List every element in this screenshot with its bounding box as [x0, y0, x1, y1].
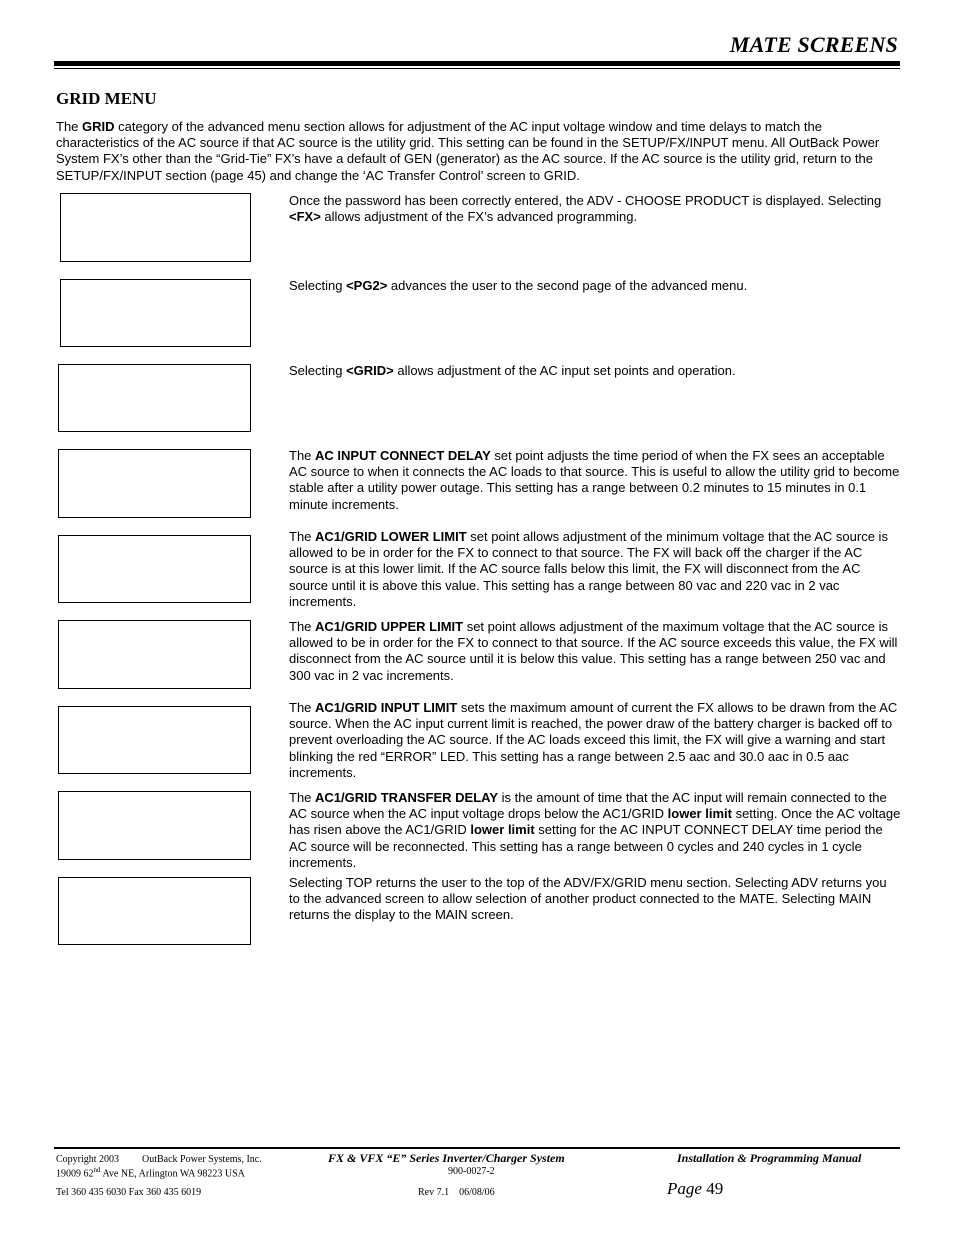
screen-image-grid-upper-limit [58, 620, 251, 689]
footer-product: FX & VFX “E” Series Inverter/Charger System [328, 1151, 565, 1165]
desc-choose-product: Once the password has been correctly entered, the ADV - CHOOSE PRODUCT is displayed. Selecting <FX> allows adjustment of the FX’s advanced programming. [289, 193, 882, 225]
desc-grid-input-limit: The AC1/GRID INPUT LIMIT sets the maximum amount of current the FX allows to be drawn from the AC source. When the AC input current limit is reached, the power draw of the battery charger is backed off to prevent overloading the AC source. If the AC loads exceed this limit, the FX will give a warning and start blinking the red “ERROR” LED. This setting has a range between 2.5 aac and 30.0 aac in 0.5 aac increments. [289, 700, 898, 780]
footer-doc-number: 900-0027-2 [448, 1166, 495, 1177]
intro-paragraph: The GRID category of the advanced menu section allows for adjustment of the AC input voltage window and time delays to match the characteristics of the AC source if that AC source is the utility grid. This setting can be found in the SETUP/FX/INPUT menu. All OutBack Power System FX’s other than the “Grid-Tie” FX’s have a default of GEN (generator) as the AC source. If the AC source is the utility grid, return to the SETUP/FX/INPUT section (page 45) and change the ‘AC Transfer Control’ screen to GRID. [56, 119, 880, 183]
section-heading: GRID MENU [56, 89, 157, 108]
screen-image-advanced-page2 [58, 364, 251, 432]
screen-image-grid-exit [58, 877, 251, 945]
header-rule [54, 61, 900, 66]
screen-image-grid-input-limit [58, 706, 251, 774]
screen-image-advanced-page1 [60, 279, 251, 347]
footer-address: 19009 62nd Ave NE, Arlington WA 98223 USA [56, 1166, 245, 1180]
desc-grid-upper-limit: The AC1/GRID UPPER LIMIT set point allows adjustment of the maximum voltage that the AC source is allowed to be in order for the FX to connect to that source. If the AC source exceeds this value, the FX will disconnect from the AC source until it is below this value. This setting has a range between 250 vac and 300 vac in 2 vac increments. [289, 619, 898, 683]
footer-manual-title: Installation & Programming Manual [677, 1151, 862, 1165]
footer-revision: Rev 7.1 06/08/06 [418, 1187, 495, 1198]
screen-image-choose-product [60, 193, 251, 262]
desc-grid-exit: Selecting TOP returns the user to the top of the ADV/FX/GRID menu section. Selecting ADV returns you to the advanced screen to allow selection of another product connected to the MATE. Selecting MAIN returns the display to the MAIN screen. [289, 875, 887, 923]
desc-input-connect-delay: The AC INPUT CONNECT DELAY set point adjusts the time period of when the FX sees an acceptable AC source to when it connects the AC loads to that source. This is useful to allow the utility grid to become stable after a utility power outage. This setting has a range between 0.2 minutes to 15 minutes in 0.1 minute increments. [289, 448, 900, 512]
screen-image-grid-transfer-delay [58, 791, 251, 860]
desc-grid-transfer-delay: The AC1/GRID TRANSFER DELAY is the amount of time that the AC input will remain connected to the AC source when the AC input voltage drops below the AC1/GRID lower limit setting. Once the AC voltage has risen above the AC1/GRID lower limit setting for the AC INPUT CONNECT DELAY time period the AC source will be reconnected. This setting has a range between 0 cycles and 240 cycles in 1 cycle increments. [289, 790, 901, 870]
footer-phone: Tel 360 435 6030 Fax 360 435 6019 [56, 1187, 202, 1198]
footer-rule [54, 1147, 900, 1149]
screen-image-input-connect-delay [58, 449, 251, 518]
page-header-title: MATE SCREENS [729, 32, 898, 57]
footer-copyright: Copyright 2003 [56, 1154, 120, 1165]
footer-page-number: Page 49 [667, 1179, 724, 1198]
footer-company: OutBack Power Systems, Inc. [142, 1154, 262, 1165]
desc-grid-lower-limit: The AC1/GRID LOWER LIMIT set point allows adjustment of the minimum voltage that the AC source is allowed to be in order for the FX to connect to that source. The FX will back off the charger if the AC source is at this lower limit. If the AC source falls below this limit, the FX will disconnect from the AC source until it is above this value. This setting has a range between 80 vac and 220 vac in 2 vac increments. [289, 529, 888, 609]
desc-page2: Selecting <PG2> advances the user to the second page of the advanced menu. [289, 278, 748, 293]
header-rule-thin [54, 68, 900, 69]
desc-grid-select: Selecting <GRID> allows adjustment of the AC input set points and operation. [289, 363, 736, 378]
screen-image-grid-lower-limit [58, 535, 251, 603]
